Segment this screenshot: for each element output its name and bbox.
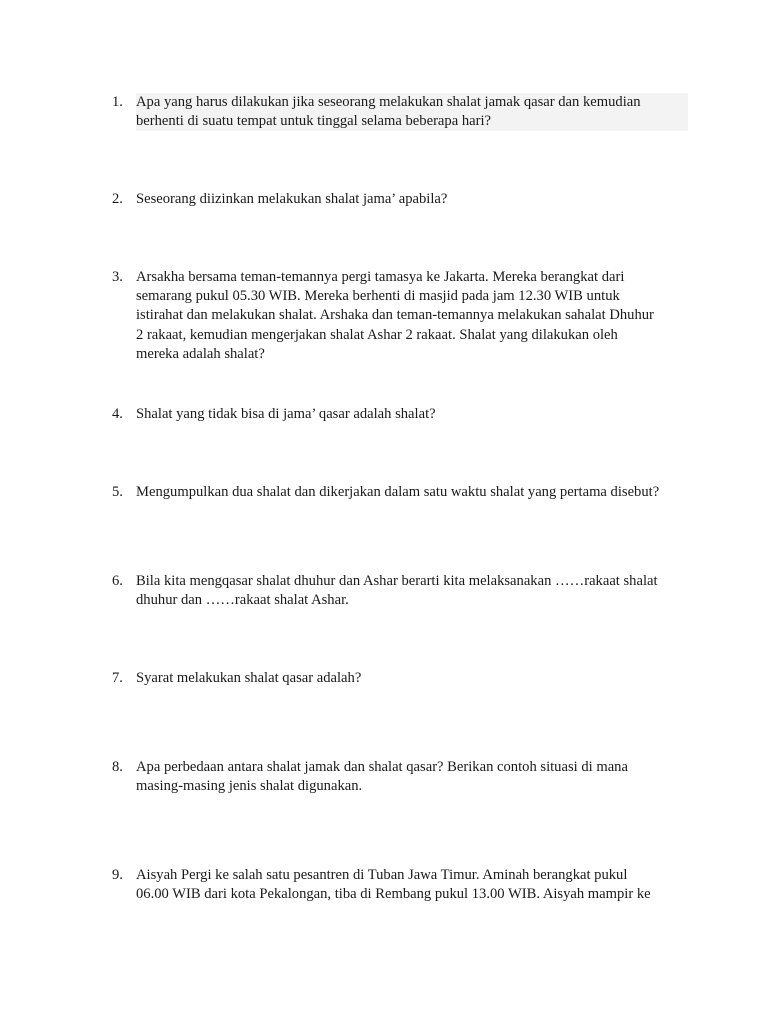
question-number: 2.	[112, 191, 123, 207]
question-number: 4.	[112, 406, 123, 422]
question-text: Shalat yang tidak bisa di jama’ qasar adalah shalat?	[136, 406, 436, 422]
question-item	[108, 572, 688, 610]
question-number: 8.	[112, 759, 123, 775]
question-text: Apa yang harus dilakukan jika seseorang melakukan shalat jamak qasar dan kemudian berhenti di suatu tempat untuk tinggal selama beberapa hari?	[136, 93, 688, 131]
question-item	[108, 866, 688, 904]
question-number: 6.	[112, 573, 123, 589]
question-text: Bila kita mengqasar shalat dhuhur dan Ashar berarti kita melaksanakan ……rakaat shalat dhuhur dan ……rakaat shalat Ashar.	[136, 573, 658, 609]
question-number: 1.	[112, 94, 123, 110]
question-number: 7.	[112, 670, 123, 686]
question-text: Seseorang diizinkan melakukan shalat jama’ apabila?	[136, 191, 448, 207]
question-text: Aisyah Pergi ke salah satu pesantren di Tuban Jawa Timur. Aminah berangkat pukul 06.00 WIB dari kota Pekalongan, tiba di Rembang pukul 13.00 WIB. Aisyah mampir ke	[136, 867, 651, 903]
question-item	[108, 758, 688, 796]
question-number: 5.	[112, 484, 123, 500]
question-text: Arsakha bersama teman-temannya pergi tamasya ke Jakarta. Mereka berangkat dari semarang pukul 05.30 WIB. Mereka berhenti di masjid pada jam 12.30 WIB untuk istirahat dan melakukan shalat. Arshaka dan teman-temannya melakukan sahalat Dhuhur 2 rakaat, kemudian mengerjakan shalat Ashar 2 rakaat. Shalat yang dilakukan oleh mereka adalah shalat?	[136, 269, 654, 362]
question-text: Apa perbedaan antara shalat jamak dan shalat qasar? Berikan contoh situasi di mana masing-masing jenis shalat digunakan.	[136, 759, 628, 795]
question-number: 9.	[112, 867, 123, 883]
question-item	[108, 268, 688, 364]
question-item	[108, 483, 688, 502]
question-item	[108, 190, 688, 209]
question-item	[108, 93, 688, 131]
question-text: Syarat melakukan shalat qasar adalah?	[136, 670, 362, 686]
question-number: 3.	[112, 269, 123, 285]
question-text: Mengumpulkan dua shalat dan dikerjakan dalam satu waktu shalat yang pertama disebut?	[136, 484, 660, 500]
question-item	[108, 405, 688, 424]
question-item	[108, 669, 688, 688]
